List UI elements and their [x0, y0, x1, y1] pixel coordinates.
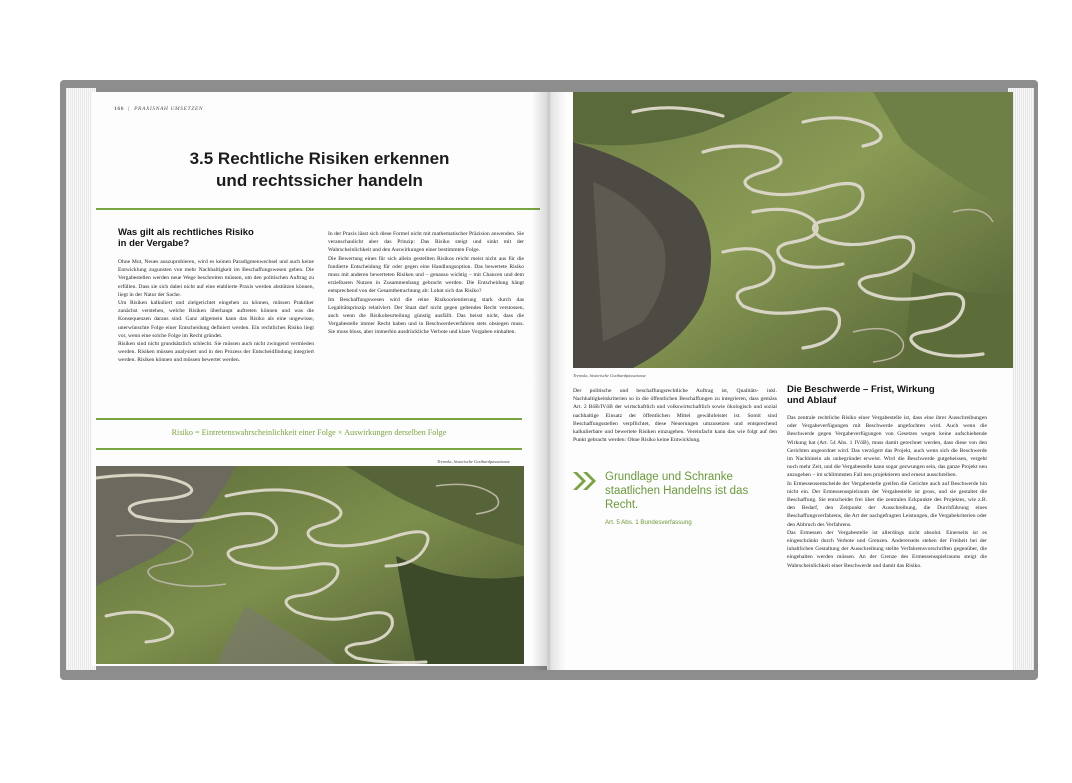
- double-chevron-icon: [571, 470, 599, 492]
- photo-caption: Tremola, historische Gotthardpassstrasse: [573, 373, 646, 378]
- page-number: 166: [114, 106, 125, 112]
- tremola-photo-left: [96, 466, 524, 664]
- subheading-line-1: Die Beschwerde – Frist, Wirkung: [787, 384, 935, 395]
- paragraph: Risiken sind nicht grundsätzlich schlecht. Sie müssen auch nicht zwingend vermieden werden. Risiken müssen analysiert und in den Prozess der Entscheidfindung integriert werden. Risiken können und müssen bewertet werden.: [118, 341, 314, 364]
- section-title-line-2: und rechtssicher handeln: [216, 171, 423, 190]
- risk-formula: Risiko = Eintretenswahrscheinlichkeit einer Folge × Auswirkungen derselben Folge: [171, 428, 447, 437]
- tremola-photo-right: [573, 92, 1013, 368]
- paragraph: Das zentrale rechtliche Risiko einer Vergabestelle ist, dass eine ihrer Ausschreibungen oder Vergabeverfügungen mit Beschwerde angefochten wird. Auch wenn die Beschwerde gegen Vergabeverfügungen von Gesetzes wegen keine aufschiebende Wirkung hat (Art. 54 Abs. 1 IVöB), muss damit gerechnet werden, dass diese von den Gerichten angeordnet wird. Das verzögert das Projekt, auch wenn sich die Beschwerde im Nachhinein als unbegründet erweist. Wird die Beschwerde gutgeheissen, vergeht noch mehr Zeit, und die Vergabestelle kann sogar gezwungen sein, das ganze Projekt neu anzugehen – im schlimmsten Fall neu projektieren und erneut ausschreiben.: [787, 415, 987, 479]
- paragraph: In Ermessensentscheide der Vergabestelle greifen die Gerichte auch auf Beschwerde hin nicht ein. Der Ermessensspielraum der Vergabestelle ist gross, und sie gestaltet die Beschaffung. Sie entscheidet frei über die zentralen Eckpunkte des Projektes, wie z.B. den Bedarf, den Zeitpunkt der Ausschreibung, die Durchführung eines Beschaffungsverfahrens, die Art der nachgefragten Leistungen, die Vergabekriterien oder den Abbruch des Verfahrens.: [787, 480, 987, 528]
- left-column-2: [328, 230, 524, 337]
- paragraph: Das Ermessen der Vergabestelle ist allerdings nicht absolut. Einerseits ist es eingeschränkt durch Verbote und Grenzen. Andererseits stehen der Freiheit bei der inhaltlichen Gestaltung der Ausschreibung stellte Verfahrensvorschriften gegenüber, die eingehalten werden müssen. An der Grenze des Ermessensspielraums steigt die Wahrscheinlichkeit einer Beschwerde und damit das Risiko.: [787, 529, 987, 569]
- subheading-line-2: in der Vergabe?: [118, 238, 190, 249]
- left-page: [92, 92, 547, 666]
- left-column-1: [118, 258, 314, 365]
- formula-rule-top: [96, 418, 522, 420]
- section-title: [92, 148, 547, 192]
- pull-quote-line: staatlichen Handelns ist das: [605, 485, 749, 497]
- paragraph: Ohne Mut, Neues auszuprobieren, wird es keinen Paradigmenwechsel und auch keine Entwicklung zugunsten von mehr Nachhaltigkeit im Beschaffungswesen geben. Die Vergabestellen werden neue Wege beschreiten müssen, um den politischen Auftrag zu erfüllen. Dass sie sich dabei nicht auf eine etablierte Praxis werden abstützen können, liegt in der Natur der Sache.: [118, 259, 314, 298]
- subheading: [118, 227, 308, 249]
- top-green-rule: [96, 208, 540, 210]
- pull-quote-line: Grundlage und Schranke: [605, 471, 733, 483]
- running-header: PRAXISNAH UMSETZEN: [134, 106, 204, 112]
- subheading: [787, 384, 987, 406]
- pull-quote: [605, 470, 785, 512]
- pull-quote-source: Art. 5 Abs. 1 Bundesverfassung: [605, 519, 692, 526]
- right-column-1: [573, 387, 777, 444]
- paragraph: Um Risiken kalkuliert und zielgerichtet eingehen zu können, müssen Praktiker zunächst verstehen, welche Risiken überhaupt auftreten können und was die Konsequenzen daraus sind. Ganz allgemein kann das Risiko als eine ungewisse, unerwünschte Folge einer Entscheidung definiert werden. Ein rechtliches Risiko liegt vor, wenn eine solche Folge im Recht gründet.: [118, 300, 314, 339]
- right-column-2: [787, 414, 987, 570]
- photo-caption: Tremola, historische Gotthardpassstrasse: [437, 459, 510, 464]
- pull-quote-line: Recht.: [605, 499, 639, 511]
- formula-rule-bottom: [96, 448, 522, 450]
- paragraph: In der Praxis lässt sich diese Formel nicht mit mathematischer Präzision anwenden. Sie veranschaulicht aber das Prinzip: Das Risiko steigt und sinkt mit der Wahrscheinlichkeit und den Auswirkungen einer bestimmten Folge.: [328, 231, 524, 254]
- folio: 166 | PRAXISNAH UMSETZEN: [114, 106, 204, 112]
- section-title-line-1: 3.5 Rechtliche Risiken erkennen: [189, 149, 450, 168]
- paragraph: Der politische und beschaffungsrechtliche Auftrag ist, Qualitäts- inkl. Nachhaltigkeitskriterien so in die öffentlichen Beschaffungen zu integrieren, dass gemäss Art. 2 BöB/IVöB der wirtschaftlich und volkswirtschaftlich sowie ökologisch und sozial nachhaltige Einsatz der öffentlichen Mittel gewährleistet ist. Somit sind Beschaffungsstellen verpflichtet, diese Neuerungen umzusetzen und entsprechend kalkulierbare und bewertete Risiken einzugehen. Vereinfacht kann das wie folgt auf den Punkt gebracht werden: Ohne Risiko keine Entwicklung.: [573, 388, 777, 444]
- paragraph: Im Beschaffungswesen wird die reine Risikoorientierung stark durch das Legalitätsprinzip relativiert. Der Staat darf nicht gegen geltendes Recht verstossen, auch wenn die Risikobeurteilung günstig ausfällt. Das heisst nicht, dass die Vergabestelle immer Recht haben und in Beschwerdeverfahren stets obsiegen muss. Sie muss bloss, aber immerhin ausdrückliche Verbote und klare Vorgaben einhalten.: [328, 296, 524, 336]
- subheading-line-2: und Ablauf: [787, 395, 837, 406]
- paragraph: Die Bewertung eines für sich allein gestellten Risikos reicht meist nicht aus für die fundierte Entscheidung für oder gegen eine Handlungsoption. Das bewertete Risiko muss mit anderen bewerteten Risiken und – genauso wichtig – mit Chancen und dem erzielbaren Nutzen in Zusammenhang gebracht werden. Die Entscheidung hängt entsprechend von der Gesamtbetrachtung ab: Lohnt sich das Risiko?: [328, 255, 524, 295]
- right-page: [547, 92, 1013, 670]
- subheading-line-1: Was gilt als rechtliches Risiko: [118, 227, 254, 238]
